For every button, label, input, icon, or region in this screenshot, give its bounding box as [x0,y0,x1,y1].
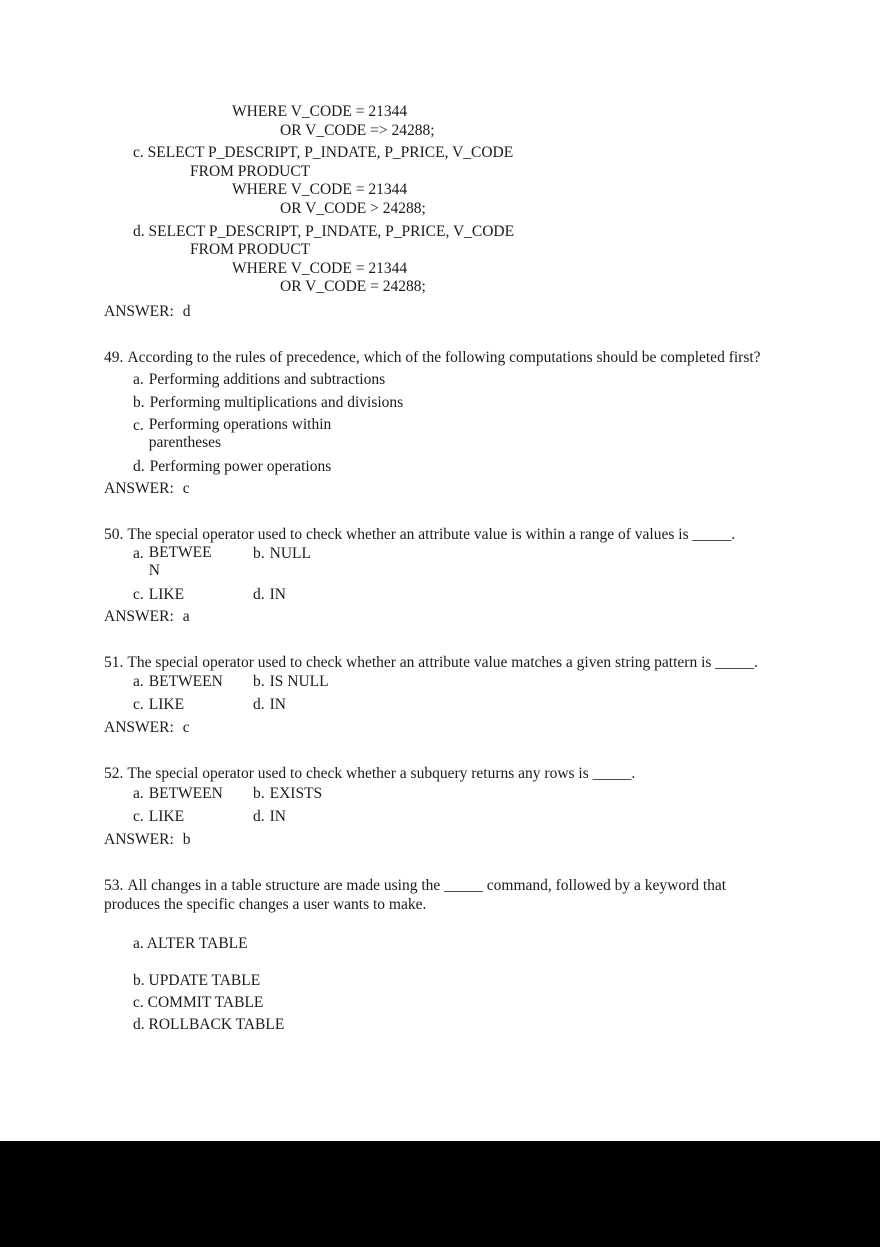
option-text: IN [269,585,286,603]
question-body: All changes in a table structure are made using the _____ command, followed by a keyword that produces the specific changes a user wants to make. [104,876,727,913]
question-body: The special operator used to check whether an attribute value is within a range of values is _____. [127,525,736,543]
option-text: LIKE [148,807,185,825]
answer-label: ANSWER: [104,718,174,736]
answer-line [104,607,880,626]
question-text [104,764,880,783]
option-label: d. [253,807,265,825]
option-label: a. [133,370,144,388]
option-text: BETWEEN [148,543,212,579]
sql-line: FROM PRODUCT [190,162,311,180]
option-row-cd [133,695,880,714]
question-51 [104,653,880,737]
option-text: COMMIT TABLE [147,993,264,1011]
option-b [133,393,880,412]
answer-label: ANSWER: [104,607,174,625]
question-49 [104,348,880,498]
option-label: b. [253,784,265,802]
answer-label: ANSWER: [104,302,174,320]
option-label: a. [133,934,144,952]
option-text: ROLLBACK TABLE [148,1015,285,1033]
option-label: d. [133,457,145,475]
option-text: Performing multiplications and divisions [149,393,404,411]
question-48-tail [104,103,880,321]
option-a [133,672,253,691]
option-label: d. [133,1015,145,1033]
question-text [104,525,880,544]
option-label: d. [253,585,265,603]
question-50 [104,525,880,626]
option-d [253,695,880,714]
option-row-cd [133,807,880,826]
sql-line: OR V_CODE = 24288; [280,278,426,296]
answer-value: d [182,302,191,320]
question-number: 50. [104,525,124,543]
question-52 [104,764,880,849]
option-d [133,457,880,476]
option-text: IN [269,695,286,713]
sql-line: OR V_CODE => 24288; [280,121,435,139]
option-c [133,585,253,604]
option-label: c. [133,807,144,825]
answer-value: c [182,718,190,736]
option-a [133,784,253,803]
option-label: a. [133,672,144,690]
question-text [104,653,880,672]
sql-line-option-c: c. SELECT P_DESCRIPT, P_INDATE, P_PRICE, V_CODE [133,144,514,162]
option-label: a. [133,784,144,802]
option-text: Performing additions and subtractions [148,370,386,388]
sql-line: WHERE V_CODE = 21344 [232,103,408,120]
option-d [133,1015,880,1034]
option-a [133,934,880,953]
option-label: c. [133,993,144,1011]
option-text: UPDATE TABLE [148,971,261,989]
option-label: b. [133,393,145,411]
answer-label: ANSWER: [104,830,174,848]
question-number: 49. [104,348,124,366]
sql-line: OR V_CODE > 24288; [280,199,426,217]
option-row-ab [133,544,880,580]
option-text: IN [269,807,286,825]
option-text: BETWEEN [148,672,223,690]
question-number: 53. [104,876,124,894]
answer-value: a [182,607,190,625]
question-body: According to the rules of precedence, which of the following computations should be completed first? [127,348,761,366]
option-text: Performing power operations [149,457,332,475]
option-b [253,672,880,691]
option-a [133,544,253,580]
option-label: c. [133,416,144,434]
option-label: b. [253,544,265,562]
sql-line: FROM PRODUCT [190,241,311,259]
option-a [133,370,880,389]
answer-value: c [182,479,190,497]
option-text: ALTER TABLE [146,934,248,952]
option-text: EXISTS [269,784,323,802]
answer-line [104,830,880,849]
answer-line [104,302,880,321]
option-text: IS NULL [269,672,329,690]
option-b [253,784,880,803]
question-body: The special operator used to check whether a subquery returns any rows is _____. [127,764,636,782]
question-number: 51. [104,653,124,671]
option-c [133,695,253,714]
answer-line [104,479,880,498]
option-text: BETWEEN [148,784,223,802]
option-c [133,807,253,826]
sql-line: WHERE V_CODE = 21344 [232,181,408,199]
answer-line [104,718,880,737]
option-text: NULL [269,544,311,562]
answer-value: b [182,830,191,848]
sql-line-option-d: d. SELECT P_DESCRIPT, P_INDATE, P_PRICE, V_CODE [133,222,515,240]
option-row-ab [133,784,880,803]
question-53 [104,876,880,1034]
sql-line: WHERE V_CODE = 21344 [232,259,408,277]
bottom-letterbox-bar [0,1141,880,1247]
option-row-ab [133,672,880,691]
option-c [133,416,880,452]
option-b [133,971,880,990]
question-number: 52. [104,764,124,782]
option-text: Performing operations within parentheses [148,415,332,451]
question-body: The special operator used to check whether an attribute value matches a given string pattern is _____. [127,653,758,671]
option-text: LIKE [148,695,185,713]
question-text [104,876,759,914]
option-label: b. [133,971,145,989]
option-row-cd [133,585,880,604]
option-label: c. [133,695,144,713]
option-label: c. [133,585,144,603]
option-label: a. [133,544,144,562]
option-d [253,807,880,826]
option-label: d. [253,695,265,713]
answer-label: ANSWER: [104,479,174,497]
option-b [253,544,880,580]
option-label: b. [253,672,265,690]
option-c [133,993,880,1012]
option-d [253,585,880,604]
option-text: LIKE [148,585,185,603]
question-text [104,348,880,367]
